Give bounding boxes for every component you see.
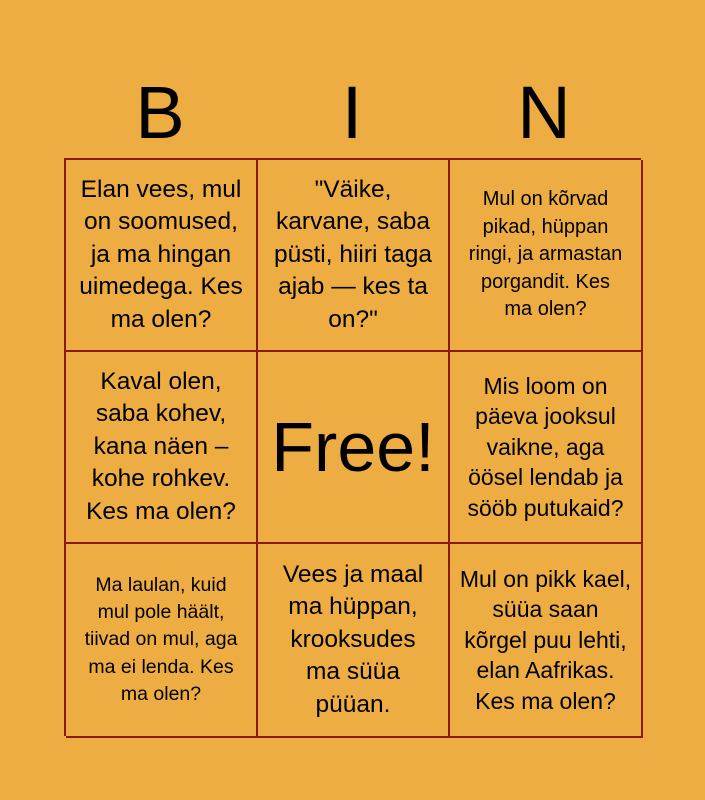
header-letter-b: B bbox=[135, 71, 185, 154]
free-space[interactable] bbox=[258, 352, 450, 544]
bingo-cell[interactable] bbox=[258, 544, 450, 738]
bingo-cell[interactable] bbox=[66, 160, 258, 352]
bingo-cell-text: Mul on pikk kael, süüa saan kõrgel puu lehti, elan Aafrikas. Kes ma olen? bbox=[459, 565, 632, 714]
bingo-cell[interactable] bbox=[450, 352, 643, 544]
bingo-cell[interactable] bbox=[66, 544, 258, 738]
bingo-cell-text: Elan vees, mul on soomused, ja ma hingan uimedega. Kes ma olen? bbox=[79, 175, 243, 333]
bingo-header bbox=[64, 72, 641, 154]
bingo-cell-text: Mul on kõrvad pikad, hüppan ringi, ja armastan porgandit. Kes ma olen? bbox=[468, 188, 623, 321]
bingo-cell[interactable] bbox=[66, 352, 258, 544]
bingo-cell-text: Kaval olen, saba kohev, kana näen – kohe rohkev. Kes ma olen? bbox=[86, 367, 236, 525]
header-letter-i: I bbox=[341, 71, 363, 154]
header-letter-n: N bbox=[517, 71, 571, 154]
bingo-cell-text: Mis loom on päeva jooksul vaikne, aga öösel lendab ja sööb putukaid? bbox=[467, 372, 624, 521]
bingo-board bbox=[64, 158, 641, 736]
free-space-label: Free! bbox=[271, 408, 435, 486]
bingo-cell-text: "Väike, karvane, saba püsti, hiiri taga ajab — kes ta on?" bbox=[274, 175, 432, 333]
bingo-cell-text: Vees ja maal ma hüppan, krooksudes ma süüa püüan. bbox=[282, 560, 424, 718]
bingo-cell[interactable] bbox=[450, 544, 643, 738]
bingo-cell[interactable] bbox=[450, 160, 643, 352]
bingo-cell[interactable] bbox=[258, 160, 450, 352]
bingo-cell-text: Ma laulan, kuid mul pole häält, tiivad on mul, aga ma ei lenda. Kes ma olen? bbox=[84, 573, 238, 705]
